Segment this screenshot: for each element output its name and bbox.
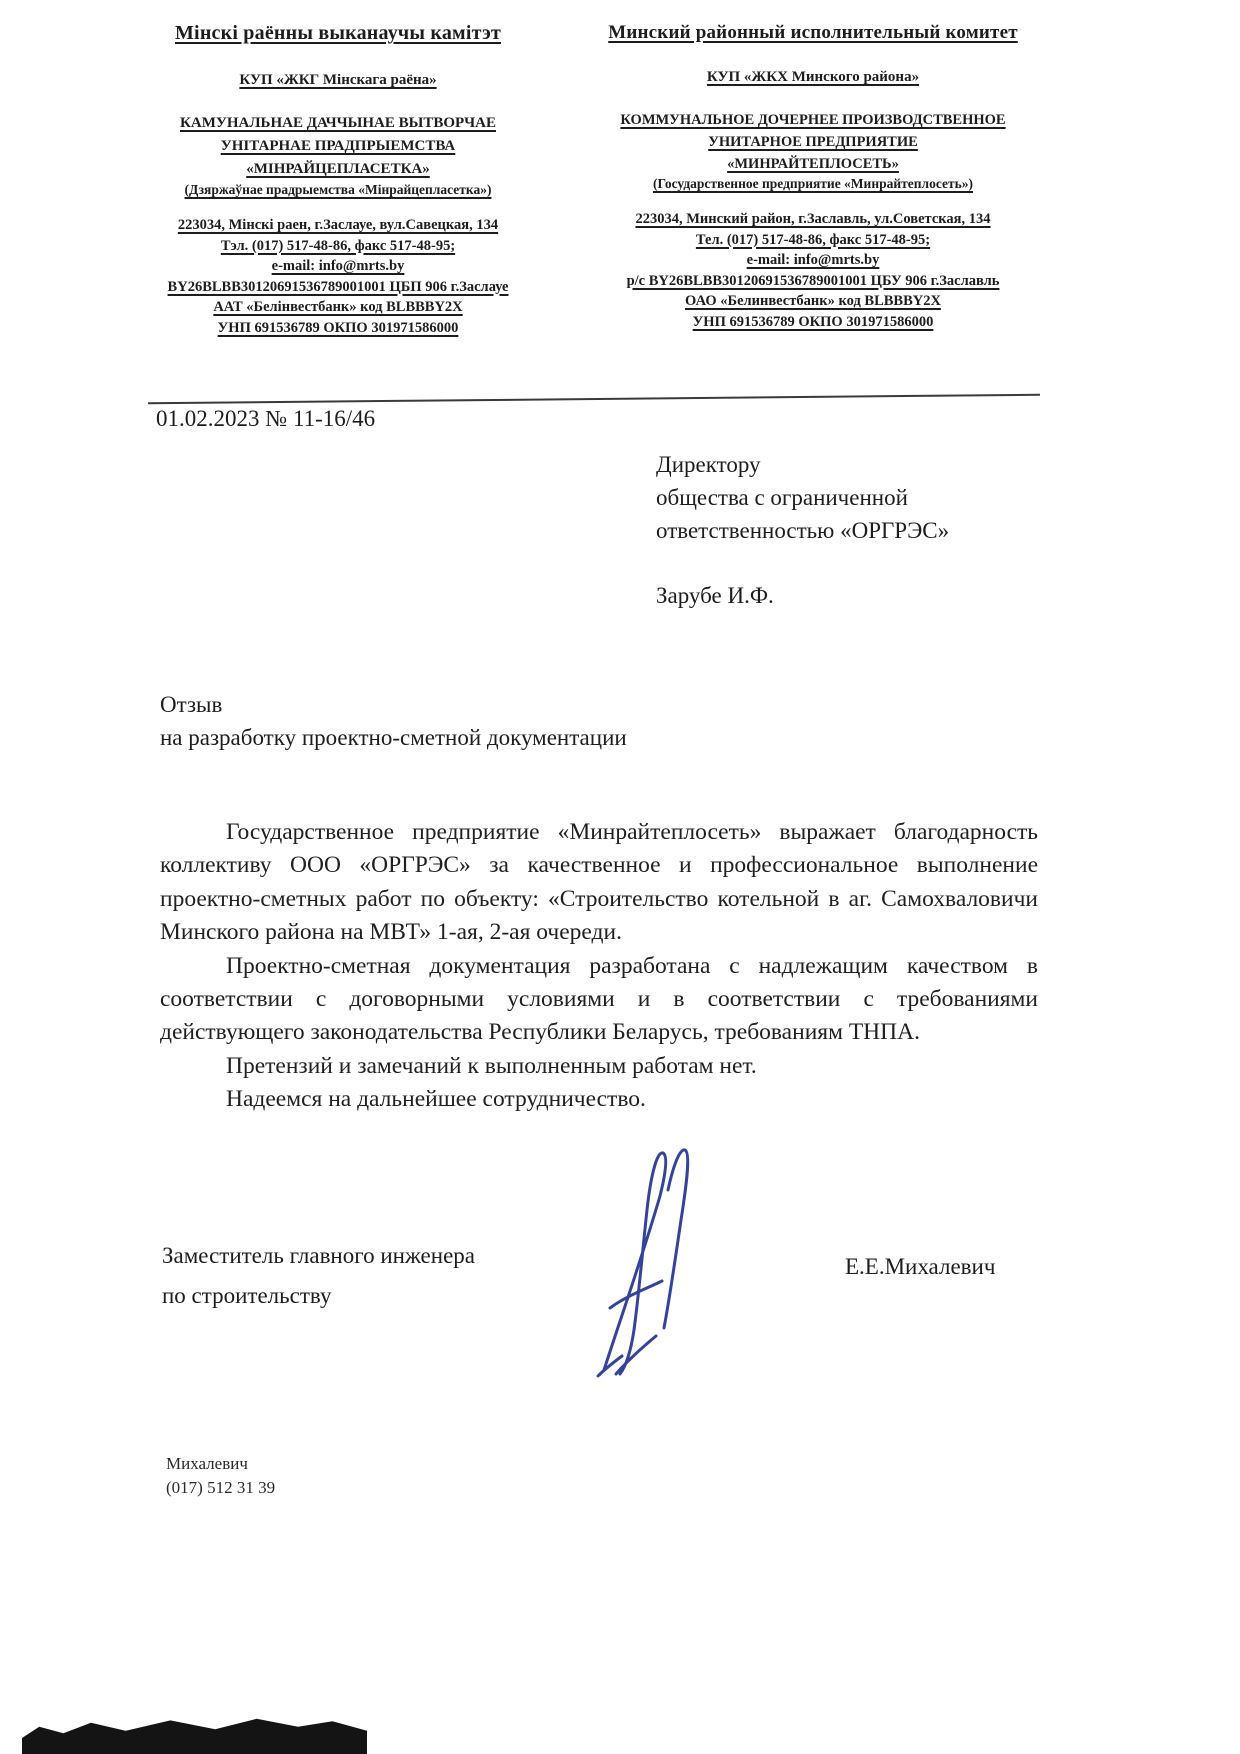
subject-line-2: на разработку проектно-сметной документации [160, 725, 627, 750]
right-address: 223034, Минский район, г.Заславль, ул.Советская, 134 [635, 211, 991, 227]
left-org-line-2: УНІТАРНАЕ ПРАДПРЫЕМСТВА [220, 138, 456, 154]
right-kup-line: КУП «ЖКХ Минского района» [706, 69, 920, 85]
left-bank-name: ААТ «Белінвестбанк» код BLBBBY2X [213, 299, 463, 315]
signer-position-line-1: Заместитель главного инженера [162, 1243, 475, 1268]
letterhead [146, 22, 1042, 338]
right-bank-account: р/с BY26BLBB30120691536789001001 ЦБУ 906 г.Заславль [626, 272, 1000, 289]
left-committee-title: Мінскі раённы выканаучы камітэт [174, 22, 501, 44]
scan-artifact [22, 1714, 367, 1754]
right-org-line-2: УНИТАРНОЕ ПРЕДПРИЯТИЕ [708, 134, 918, 150]
right-committee-title: Минский районный исполнительный комитет [608, 22, 1018, 43]
right-alt-name: (Государственное предприятие «Минрайтеплосеть») [652, 176, 974, 191]
addressee-block [656, 448, 949, 612]
left-alt-name: (Дзяржаўнае прадрыемства «Мінрайцепласетка») [184, 182, 492, 197]
right-org-line-1: КОММУНАЛЬНОЕ ДОЧЕРНЕЕ ПРОИЗВОДСТВЕННОЕ [620, 112, 1006, 128]
letterhead-left-column [146, 22, 530, 338]
executor-block [166, 1452, 275, 1500]
executor-phone: (017) 512 31 39 [166, 1478, 276, 1497]
right-email: e-mail: info@mrts.by [746, 252, 880, 268]
body-paragraph-4: Надеемся на дальнейшее сотрудничество. [226, 1086, 646, 1113]
left-contact-block [146, 215, 530, 338]
executor-name: Михалевич [166, 1454, 248, 1473]
body-paragraph-1: Государственное предприятие «Минрайтеплосеть» выражает благодарность коллективу ООО «ОРГРЭС» за качественное и профессиональное выполнение проектно-сметных работ по объекту: «Строительство котельной в аг. Самохваловичи Минского района на МВТ» 1-ая, 2-ая очереди. [160, 819, 1038, 946]
addressee-person-name: Зарубе И.Ф. [656, 583, 774, 608]
letter-body [160, 816, 1038, 1117]
signer-name: Е.Е.Михалевич [845, 1254, 996, 1279]
right-org-line-3: «МИНРАЙТЕПЛОСЕТЬ» [727, 156, 899, 172]
right-contact-block [584, 209, 1042, 332]
addressee-line-3: ответственностью «ОРГРЭС» [656, 518, 950, 543]
left-address: 223034, Мінскі раен, г.Заслауе, вул.Савецкая, 134 [177, 217, 499, 233]
body-paragraph-2: Проектно-сметная документация разработана с надлежащим качеством в соответствии с договорными условиями и в соответствии с требованиями действующего законодательства Республики Беларусь, требованиям ТНПА. [160, 952, 1038, 1046]
left-bank-account: BY26BLBB30120691536789001001 ЦБП 906 г.Заслауе [167, 278, 509, 295]
reference-date-number: 01.02.2023 № 11-16/46 [156, 406, 376, 431]
addressee-line-1: Директору [656, 452, 761, 477]
left-email: e-mail: info@mrts.by [271, 258, 405, 274]
left-org-line-1: КАМУНАЛЬНАЕ ДАЧЧЫНАЕ ВЫТВОРЧАЕ [179, 115, 497, 131]
left-kup-line: КУП «ЖКГ Мінскага раёна» [239, 72, 437, 88]
left-org-line-3: «МІНРАЙЦЕПЛАСЕТКА» [246, 161, 430, 177]
right-bank-name: ОАО «Белинвестбанк» код BLBBBY2X [685, 293, 941, 309]
left-registration-codes: УНП 691536789 ОКПО 301971586000 [217, 319, 459, 336]
handwritten-signature-icon [570, 1138, 730, 1388]
left-phone: Тэл. (017) 517-48-86, факс 517-48-95; [220, 237, 456, 254]
body-paragraph-3: Претензий и замечаний к выполненным работам нет. [226, 1052, 757, 1079]
signer-position-line-2: по строительству [162, 1283, 332, 1308]
letterhead-right-column [584, 22, 1042, 338]
addressee-line-2: общества с ограниченной [656, 485, 908, 510]
subject-line-1: Отзыв [160, 692, 223, 717]
subject-block [160, 688, 627, 754]
right-phone: Тел. (017) 517-48-86, факс 517-48-95; [695, 231, 931, 248]
header-divider-line [148, 394, 1040, 405]
signer-position [162, 1236, 475, 1316]
right-registration-codes: УНП 691536789 ОКПО 301971586000 [692, 313, 934, 330]
